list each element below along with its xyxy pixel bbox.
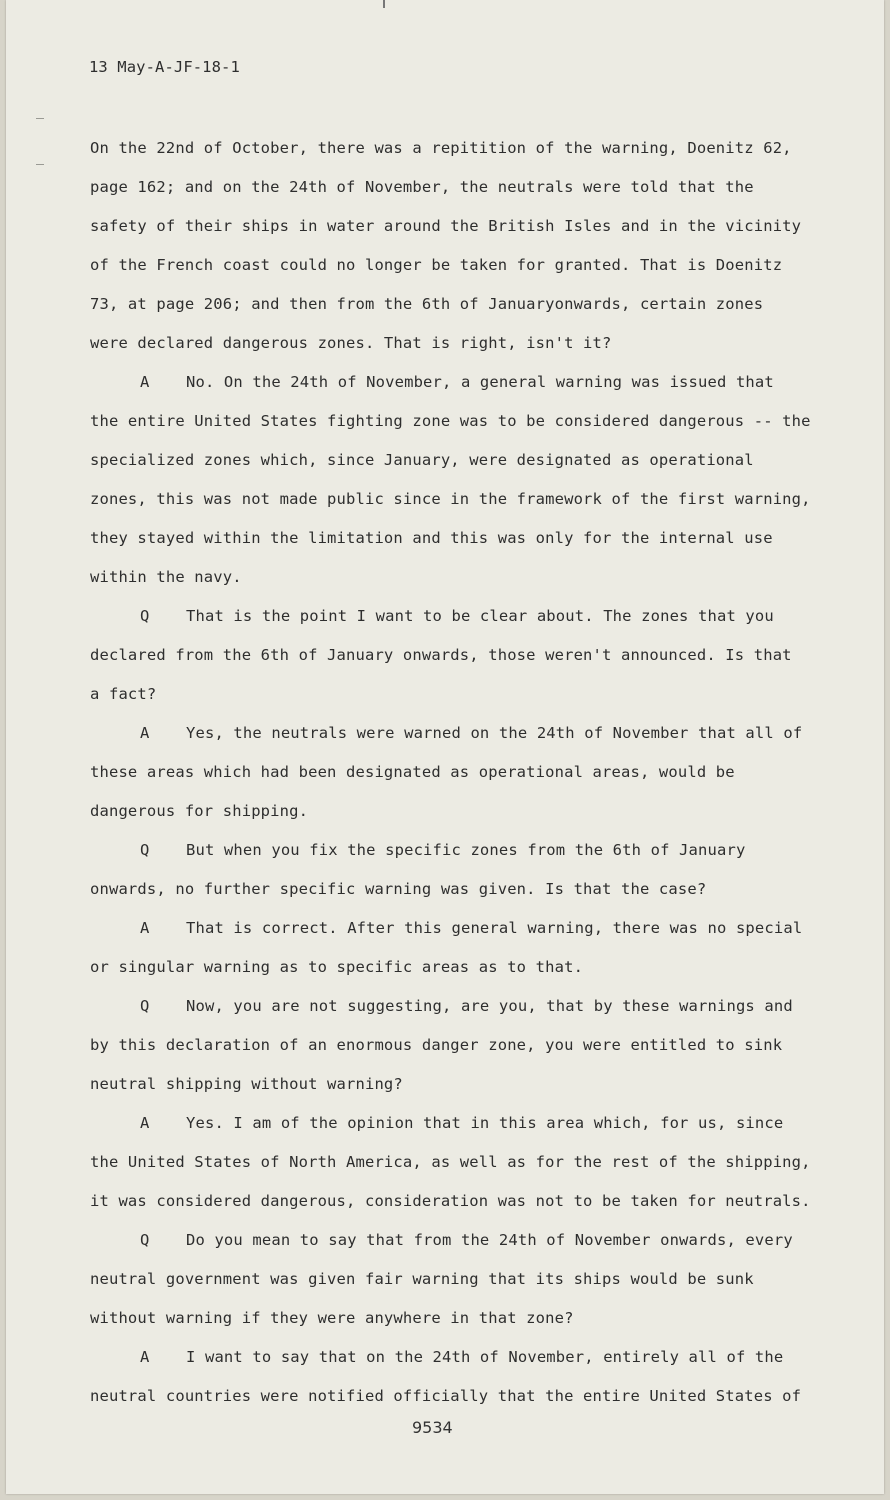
speaker-label: A <box>140 919 150 937</box>
transcript-line: it was considered dangerous, consideration was not to be taken for neutrals. <box>90 1192 811 1210</box>
line-text: But when you fix the specific zones from the 6th of January <box>186 841 746 859</box>
transcript-paragraph <box>90 1221 850 1338</box>
transcript-paragraph <box>90 1338 850 1416</box>
speaker-label: A <box>140 1114 150 1132</box>
transcript-line: neutral shipping without warning? <box>90 1075 403 1093</box>
transcript-body <box>90 129 850 1416</box>
transcript-line: of the French coast could no longer be taken for granted. That is Doenitz <box>90 256 783 274</box>
transcript-line: or singular warning as to specific areas as to that. <box>90 958 584 976</box>
line-text: Yes. I am of the opinion that in this area which, for us, since <box>186 1114 784 1132</box>
speaker-label: Q <box>140 607 150 625</box>
line-text: Yes, the neutrals were warned on the 24th of November that all of <box>186 724 803 742</box>
transcript-line: neutral government was given fair warning that its ships would be sunk <box>90 1270 754 1288</box>
transcript-paragraph <box>90 597 850 714</box>
margin-tick <box>36 118 44 119</box>
transcript-line: by this declaration of an enormous danger zone, you were entitled to sink <box>90 1036 783 1054</box>
transcript-line: page 162; and on the 24th of November, the neutrals were told that the <box>90 178 754 196</box>
transcript-paragraph <box>90 714 850 831</box>
transcript-line: onwards, no further specific warning was given. Is that the case? <box>90 880 707 898</box>
transcript-paragraph <box>90 831 850 909</box>
transcript-paragraph <box>90 987 850 1104</box>
transcript-line: were declared dangerous zones. That is right, isn't it? <box>90 334 612 352</box>
transcript-paragraph <box>90 1104 850 1221</box>
transcript-line: On the 22nd of October, there was a repitition of the warning, Doenitz 62, <box>90 139 792 157</box>
transcript-line: zones, this was not made public since in the framework of the first warning, <box>90 490 811 508</box>
transcript-line: 73, at page 206; and then from the 6th of Januaryonwards, certain zones <box>90 295 764 313</box>
transcript-line: safety of their ships in water around the British Isles and in the vicinity <box>90 217 802 235</box>
document-reference: 13 May-A-JF-18-1 <box>89 58 240 76</box>
page-number: 9534 <box>412 1418 453 1437</box>
transcript-line: dangerous for shipping. <box>90 802 309 820</box>
transcript-line: the entire United States fighting zone was to be considered dangerous -- the <box>90 412 811 430</box>
line-text: Do you mean to say that from the 24th of November onwards, every <box>186 1231 793 1249</box>
transcript-paragraph <box>90 363 850 597</box>
transcript-line: declared from the 6th of January onwards, those weren't announced. Is that <box>90 646 792 664</box>
transcript-line <box>90 909 850 948</box>
speaker-label: Q <box>140 841 150 859</box>
speaker-label: Q <box>140 997 150 1015</box>
transcript-line <box>90 1221 850 1260</box>
speaker-label: Q <box>140 1231 150 1249</box>
transcript-line: a fact? <box>90 685 157 703</box>
line-text: That is the point I want to be clear about. The zones that you <box>186 607 774 625</box>
transcript-line <box>90 597 850 636</box>
line-text: That is correct. After this general warning, there was no special <box>186 919 803 937</box>
line-text: Now, you are not suggesting, are you, that by these warnings and <box>186 997 793 1015</box>
speaker-label: A <box>140 373 150 391</box>
transcript-line: specialized zones which, since January, were designated as operational <box>90 451 754 469</box>
transcript-line <box>90 1338 850 1377</box>
transcript-line: without warning if they were anywhere in that zone? <box>90 1309 574 1327</box>
transcript-line <box>90 987 850 1026</box>
line-text: No. On the 24th of November, a general warning was issued that <box>186 373 774 391</box>
transcript-line: they stayed within the limitation and this was only for the internal use <box>90 529 773 547</box>
page-edge-mark <box>383 0 385 8</box>
transcript-line <box>90 1104 850 1143</box>
transcript-line <box>90 363 850 402</box>
transcript-line <box>90 714 850 753</box>
transcript-paragraph <box>90 129 850 363</box>
transcript-line <box>90 831 850 870</box>
transcript-line: the United States of North America, as well as for the rest of the shipping, <box>90 1153 811 1171</box>
transcript-line: these areas which had been designated as operational areas, would be <box>90 763 735 781</box>
speaker-label: A <box>140 1348 150 1366</box>
transcript-line: neutral countries were notified officially that the entire United States of <box>90 1387 802 1405</box>
speaker-label: A <box>140 724 150 742</box>
transcript-paragraph <box>90 909 850 987</box>
transcript-line: within the navy. <box>90 568 242 586</box>
margin-tick <box>36 164 44 165</box>
line-text: I want to say that on the 24th of November, entirely all of the <box>186 1348 784 1366</box>
document-page <box>6 0 884 1494</box>
